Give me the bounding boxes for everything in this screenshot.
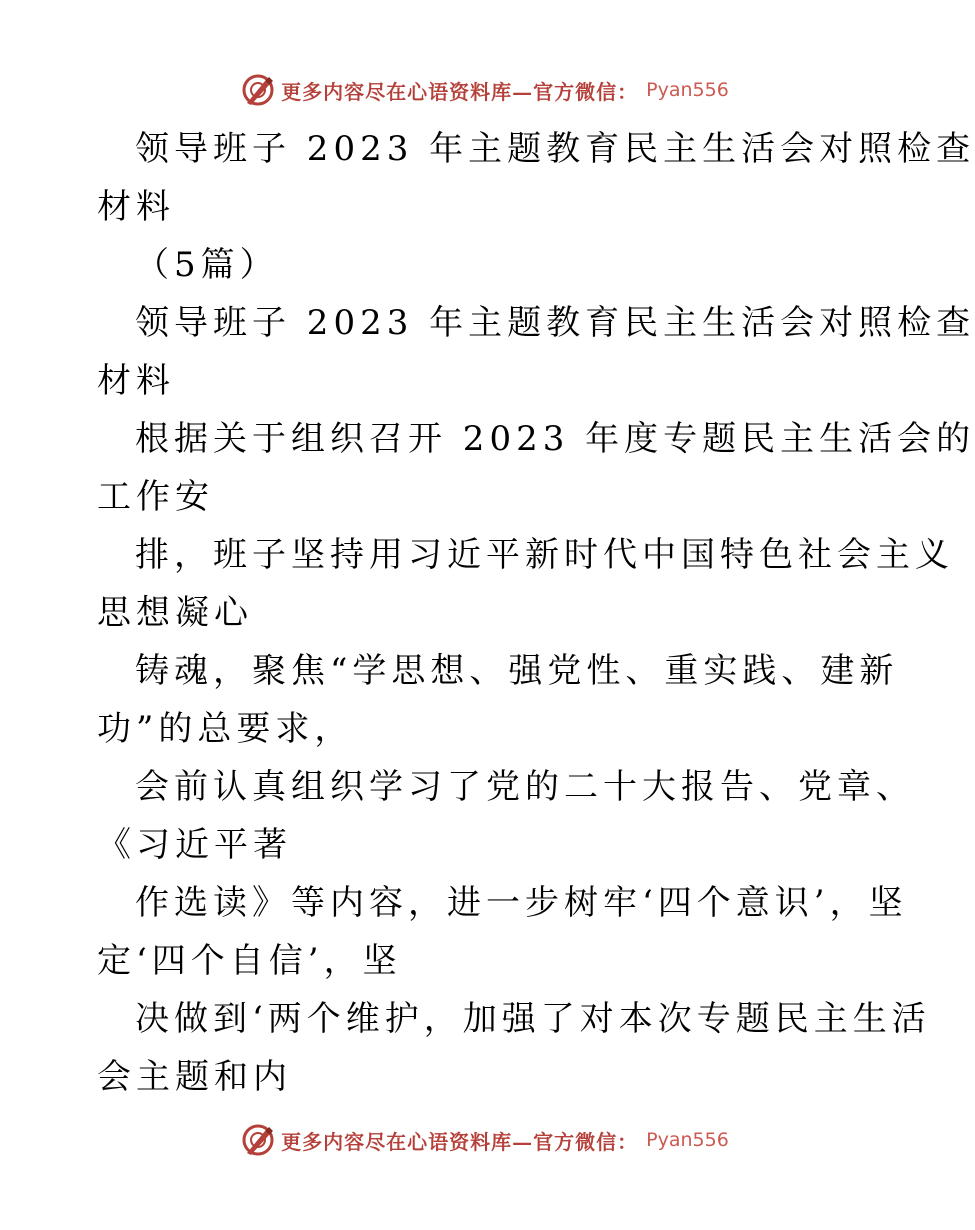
banner-contact: Pyan556 (646, 1129, 729, 1151)
banner-text: 更多内容尽在心语资料库—官方微信： (281, 79, 639, 104)
banner (241, 1123, 729, 1157)
pen-logo-icon (241, 1123, 275, 1157)
text-line: 《习近平著 (97, 825, 292, 865)
text-line: 工作安 (97, 477, 214, 517)
text-line: 会前认真组织学习了党的二十大报告、党章、 (135, 767, 915, 807)
text-line: 领导班子 2023 年主题教育民主生活会对照检查 (135, 303, 975, 343)
document-body (97, 120, 975, 1106)
header-banner (0, 70, 950, 110)
text-line: 材料 (97, 187, 175, 227)
text-line: 领导班子 2023 年主题教育民主生活会对照检查 (135, 129, 975, 169)
text-line: 材料 (97, 361, 175, 401)
text-line: （5篇） (135, 245, 279, 285)
text-line: 定‘四个自信’，坚 (97, 941, 402, 981)
text-line: 作选读》等内容，进一步树牢‘四个意识’，坚 (135, 883, 908, 923)
text-line: 决做到‘两个维护，加强了对本次专题民主生活 (135, 999, 931, 1039)
footer-banner (0, 1120, 950, 1160)
text-line: 根据关于组织召开 2023 年度专题民主生活会的 (135, 419, 975, 459)
text-line: 会主题和内 (97, 1057, 292, 1097)
banner (241, 73, 729, 107)
banner-contact: Pyan556 (646, 79, 729, 101)
text-line: 功”的总要求， (97, 709, 354, 749)
text-line: 排，班子坚持用习近平新时代中国特色社会主义 (135, 535, 954, 575)
pen-logo-icon (241, 73, 275, 107)
banner-text: 更多内容尽在心语资料库—官方微信： (281, 1129, 639, 1154)
text-line: 铸魂，聚焦“学思想、强党性、重实践、建新 (135, 651, 899, 691)
text-line: 思想凝心 (97, 593, 253, 633)
